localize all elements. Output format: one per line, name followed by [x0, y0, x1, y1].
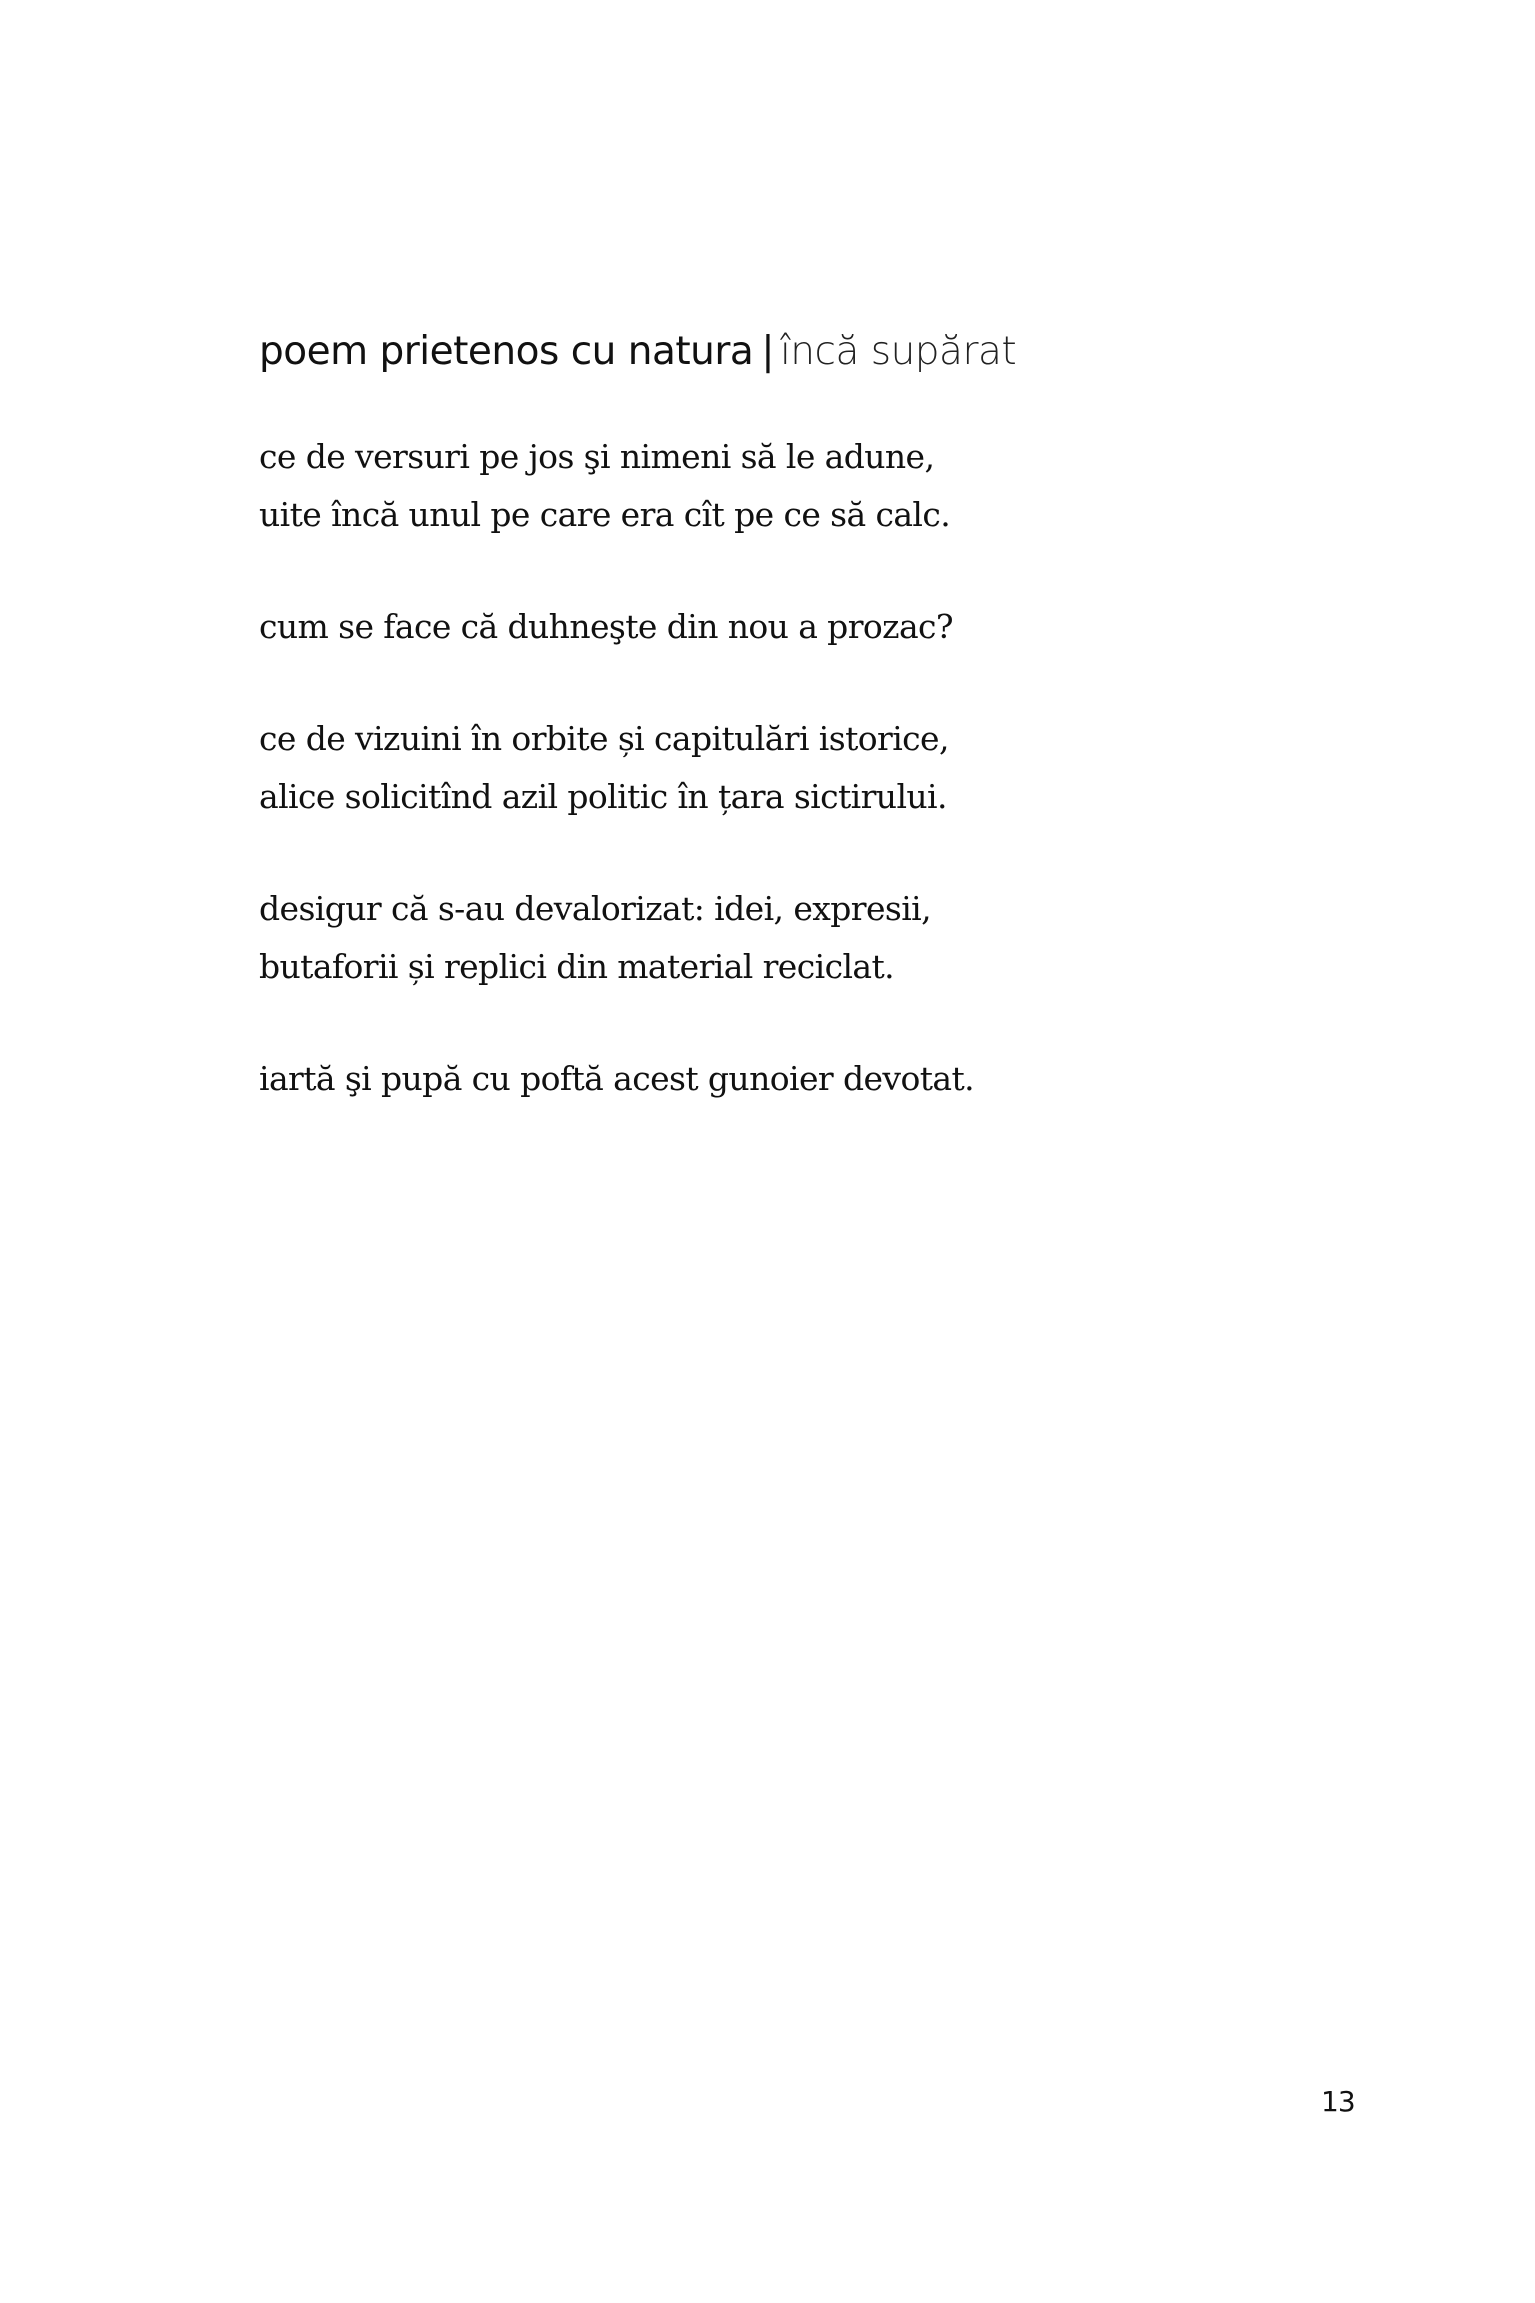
stanza-2 [259, 598, 1359, 656]
poem-line: uite încă unul pe care era cît pe ce să calc. [259, 495, 951, 534]
poem-subtitle: încă supărat [779, 329, 1017, 374]
poem-line: butaforii și replici din material reciclat. [259, 947, 895, 986]
poem-line: ce de versuri pe jos şi nimeni să le adune, [259, 437, 935, 476]
poem-line: alice solicitînd azil politic în țara sictirului. [259, 777, 947, 816]
page-number: 13 [1321, 2085, 1355, 2118]
stanza-5 [259, 1050, 1359, 1108]
poem-line: iartă şi pupă cu poftă acest gunoier devotat. [259, 1059, 975, 1098]
poem-line: cum se face că duhneşte din nou a prozac? [259, 607, 953, 646]
stanza-4 [259, 880, 1359, 996]
stanza-3 [259, 710, 1359, 826]
stanza-1 [259, 428, 1359, 544]
poem-title-main: poem prietenos cu natura [259, 329, 754, 374]
poem-line: desigur că s-au devalorizat: idei, expresii, [259, 889, 932, 928]
poem-body [259, 428, 1359, 1162]
title-separator: | [761, 329, 774, 374]
poem-title [259, 322, 1016, 382]
poem-line: ce de vizuini în orbite și capitulări istorice, [259, 719, 949, 758]
